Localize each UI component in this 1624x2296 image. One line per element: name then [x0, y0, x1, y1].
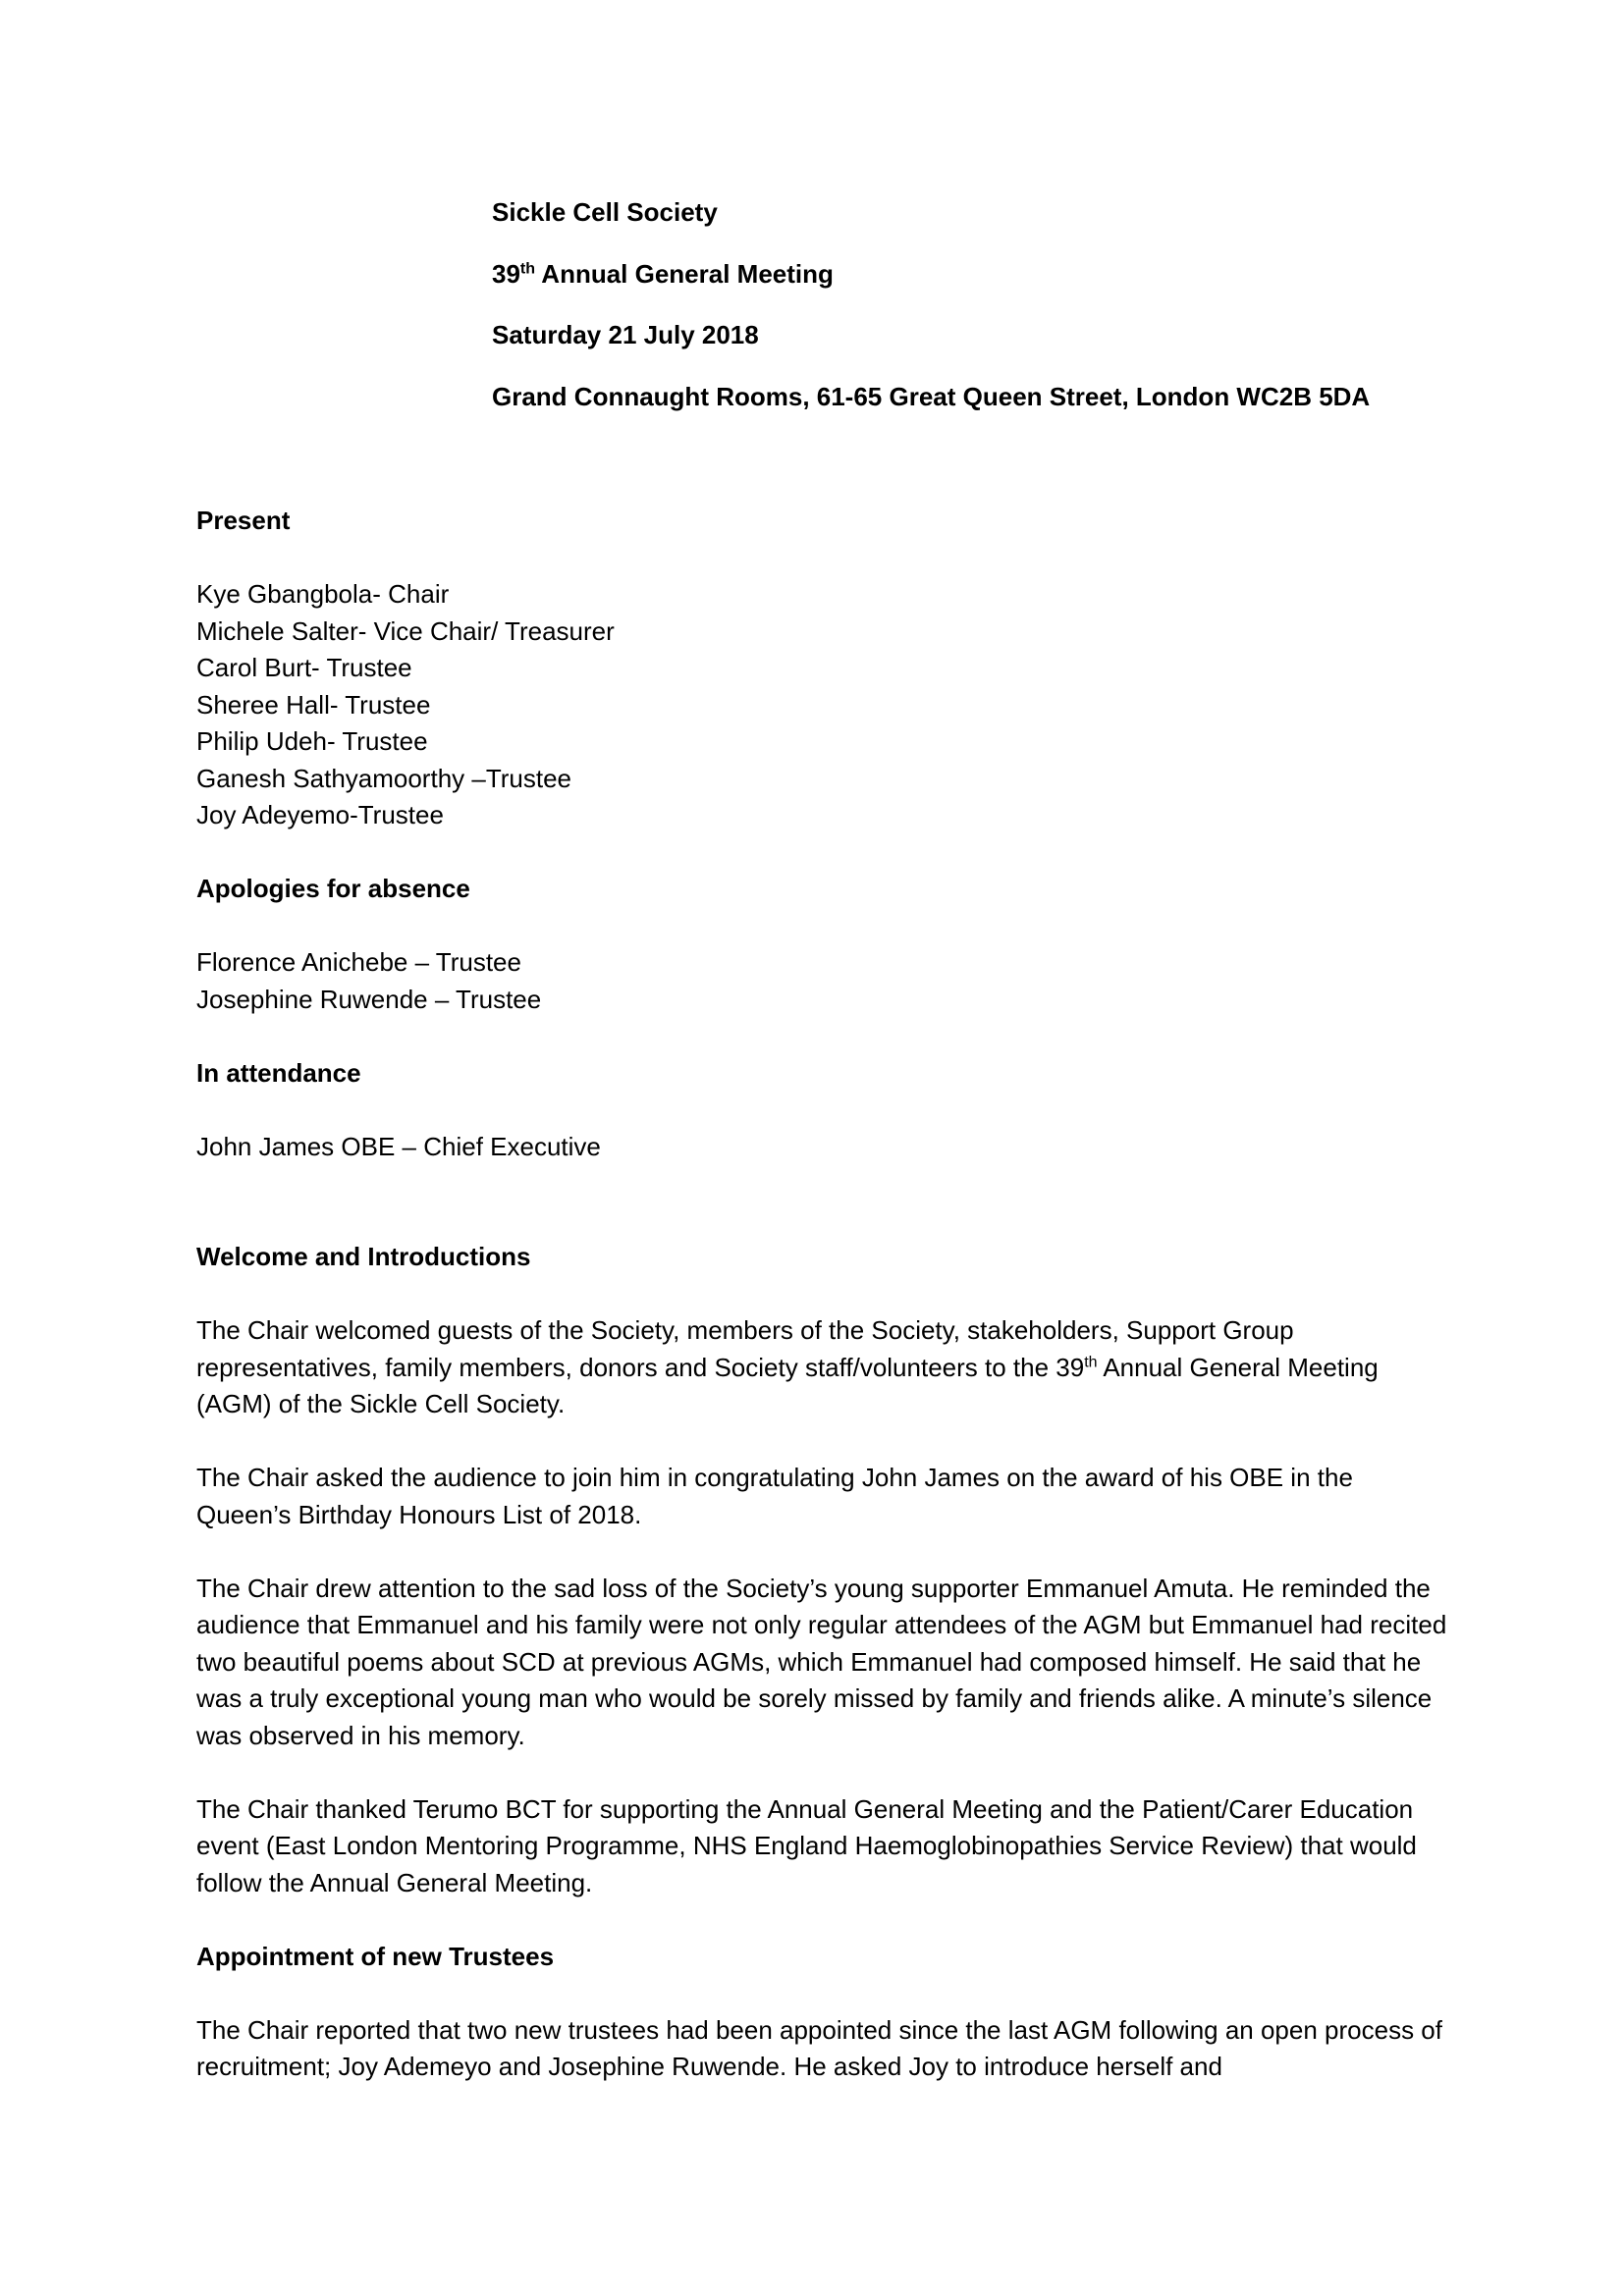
meeting-date: Saturday 21 July 2018: [492, 320, 759, 349]
meeting-header: [492, 194, 1572, 440]
apologies-list: [196, 944, 1453, 1018]
present-heading: Present: [196, 506, 291, 535]
meeting-venue: Grand Connaught Rooms, 61-65 Great Queen Street, London WC2B 5DA: [492, 381, 1371, 411]
appointment-heading: Appointment of new Trustees: [196, 1941, 555, 1971]
present-member: Ganesh Sathyamoorthy –Trustee: [196, 763, 572, 793]
apology-member: Florence Anichebe – Trustee: [196, 947, 521, 977]
present-member: Sheree Hall- Trustee: [196, 689, 431, 720]
apologies-heading: Apologies for absence: [196, 874, 470, 903]
appointment-paragraph-1: The Chair reported that two new trustees had been appointed since the last AGM following an open process of recruitment; Joy Ademeyo and Josephine Ruwende. He asked Joy to introduce herself and: [196, 2014, 1442, 2081]
attendance-list: [196, 1129, 1453, 1166]
present-member: Kye Gbangbola- Chair: [196, 579, 450, 609]
welcome-paragraph-2: The Chair asked the audience to join him in congratulating John James on the award of his OBE in the Queen’s Birthday Honours List of 2018.: [196, 1463, 1353, 1529]
welcome-paragraph-4: The Chair thanked Terumo BCT for supporting the Annual General Meeting and the Patient/Carer Education event (East London Mentoring Programme, NHS England Haemoglobinopathies Service Review) that would follow the Annual General Meeting.: [196, 1793, 1417, 1897]
minutes-body: [196, 503, 1453, 2086]
present-member: Carol Burt- Trustee: [196, 653, 412, 682]
present-member: Michele Salter- Vice Chair/ Treasurer: [196, 615, 615, 646]
welcome-heading: Welcome and Introductions: [196, 1242, 531, 1271]
meeting-number: 39: [492, 258, 520, 289]
present-member: Philip Udeh- Trustee: [196, 726, 428, 756]
apology-member: Josephine Ruwende – Trustee: [196, 984, 542, 1014]
organisation-name: Sickle Cell Society: [492, 197, 718, 227]
attendance-heading: In attendance: [196, 1057, 361, 1088]
welcome-paragraph-3: The Chair drew attention to the sad loss of the Society’s young supporter Emmanuel Amuta. He reminded the audience that Emmanuel and his family were not only regular attendees of the AGM but Emmanuel had recited two beautiful poems about SCD at previous AGMs, which Emmanuel had composed himself. He said that he was a truly exceptional young man who would be sorely missed by family and friends alike. A minute’s silence was observed in his memory.: [196, 1573, 1447, 1750]
meeting-ordinal-suffix: th: [519, 259, 536, 277]
meeting-name: Annual General Meeting: [535, 258, 834, 289]
meeting-title: [492, 256, 1572, 318]
attendance-member: John James OBE – Chief Executive: [196, 1131, 601, 1161]
present-member: Joy Adeyemo-Trustee: [196, 800, 444, 829]
present-list: [196, 576, 1453, 834]
welcome-paragraph-1: The Chair welcomed guests of the Society, members of the Society, stakeholders, Support Group representatives, family members, donors and Society staff/volunteers to the 39th Annual General Meeting (AGM) of the Sickle Cell Society.: [196, 1315, 1379, 1418]
